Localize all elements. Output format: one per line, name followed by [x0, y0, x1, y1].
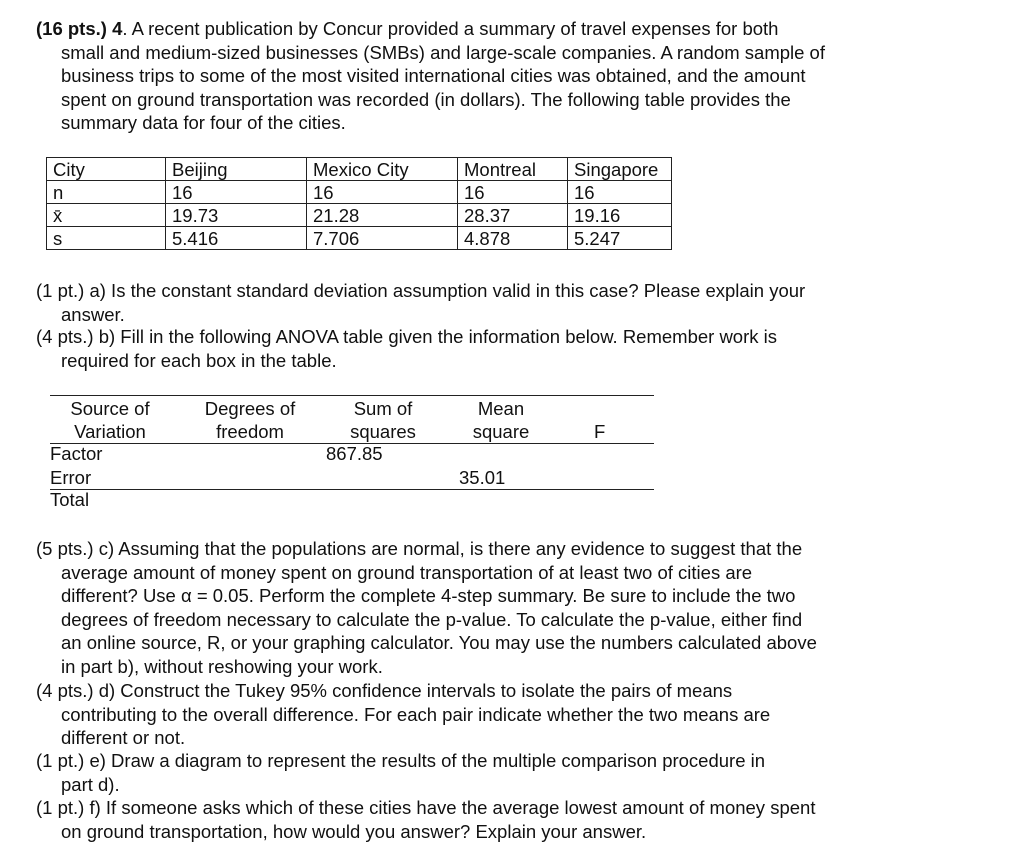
table-cell: 5.247 [568, 227, 672, 250]
anova-header-df: Degrees of freedom [204, 398, 296, 442]
intro-line: (16 pts.) 4. A recent publication by Concur provided a summary of travel expenses for both [36, 18, 779, 39]
row-label: s [47, 227, 166, 250]
table-cell: 16 [568, 181, 672, 204]
summary-row-mean [47, 204, 672, 227]
part-b-line: required for each box in the table. [61, 349, 337, 371]
part-b [36, 325, 916, 372]
part-e-line: (1 pt.) e) Draw a diagram to represent the results of the multiple comparison procedure in [36, 750, 766, 771]
table-cell: 21.28 [307, 204, 458, 227]
anova-header-ms: Mean square [472, 398, 530, 442]
intro-line: summary data for four of the cities. [61, 112, 346, 133]
part-e-line: part d). [61, 773, 120, 795]
question-intro [36, 17, 916, 135]
table-cell: 16 [307, 181, 458, 204]
anova-header-f: F [594, 421, 606, 442]
table-cell: 16 [458, 181, 568, 204]
table-cell: 7.706 [307, 227, 458, 250]
anova-top-rule [50, 395, 654, 396]
question-number: 4 [112, 18, 123, 39]
part-e [36, 749, 916, 796]
anova-ss-factor: 867.85 [326, 443, 383, 464]
part-d-line: (4 pts.) d) Construct the Tukey 95% confidence intervals to isolate the pairs of means [36, 680, 733, 701]
part-f-line: (1 pt.) f) If someone asks which of these cities have the average lowest amount of money spent [36, 797, 816, 818]
anova-source-error: Error [50, 467, 92, 488]
header-cell: Mexico City [307, 158, 458, 181]
anova-header-source: Source of Variation [70, 398, 150, 442]
summary-header-row [47, 158, 672, 181]
header-cell: Singapore [568, 158, 672, 181]
part-c [36, 537, 916, 678]
part-a-line: answer. [61, 303, 125, 325]
table-cell: 5.416 [166, 227, 307, 250]
anova-bottom-rule [50, 489, 654, 490]
part-a-line: (1 pt.) a) Is the constant standard deviation assumption valid in this case? Please explain your [36, 280, 806, 301]
part-a [36, 279, 916, 326]
table-cell: 19.73 [166, 204, 307, 227]
part-b-line: (4 pts.) b) Fill in the following ANOVA table given the information below. Remember work is [36, 326, 778, 347]
part-c-line: (5 pts.) c) Assuming that the populations are normal, is there any evidence to suggest that the [36, 538, 803, 559]
intro-line: spent on ground transportation was recorded (in dollars). The following table provides the [61, 88, 791, 110]
intro-line: small and medium-sized businesses (SMBs) and large-scale companies. A random sample of [61, 41, 825, 63]
part-d-line: different or not. [61, 727, 186, 748]
table-cell: 28.37 [458, 204, 568, 227]
anova-ms-error: 35.01 [459, 467, 506, 488]
part-c-line: average amount of money spent on ground transportation of at least two of cities are [61, 561, 753, 583]
part-c-line: in part b), without reshowing your work. [61, 655, 383, 677]
anova-header-ss: Sum of squares [350, 398, 416, 442]
row-label: n [47, 181, 166, 204]
part-c-line: degrees of freedom necessary to calculate the p-value. To calculate the p-value, either find [61, 608, 803, 630]
part-f [36, 796, 916, 843]
header-cell: Montreal [458, 158, 568, 181]
part-d [36, 679, 916, 750]
header-cell: City [47, 158, 166, 181]
question-points: (16 pts.) [36, 18, 107, 39]
intro-line: business trips to some of the most visited international cities was obtained, and the amount [61, 65, 806, 86]
header-cell: Beijing [166, 158, 307, 181]
part-f-line: on ground transportation, how would you answer? Explain your answer. [61, 820, 647, 842]
part-d-line: contributing to the overall difference. For each pair indicate whether the two means are [61, 703, 771, 725]
table-cell: 16 [166, 181, 307, 204]
summary-row-n [47, 181, 672, 204]
part-c-line: an online source, R, or your graphing calculator. You may use the numbers calculated above [61, 632, 817, 653]
anova-source-factor: Factor [50, 443, 103, 464]
summary-row-sd [47, 227, 672, 250]
anova-source-total: Total [50, 489, 90, 510]
part-c-line: different? Use α = 0.05. Perform the complete 4-step summary. Be sure to include the two [61, 585, 796, 606]
table-cell: 19.16 [568, 204, 672, 227]
row-label: x̄ [47, 204, 166, 227]
summary-table [46, 157, 672, 250]
table-cell: 4.878 [458, 227, 568, 250]
